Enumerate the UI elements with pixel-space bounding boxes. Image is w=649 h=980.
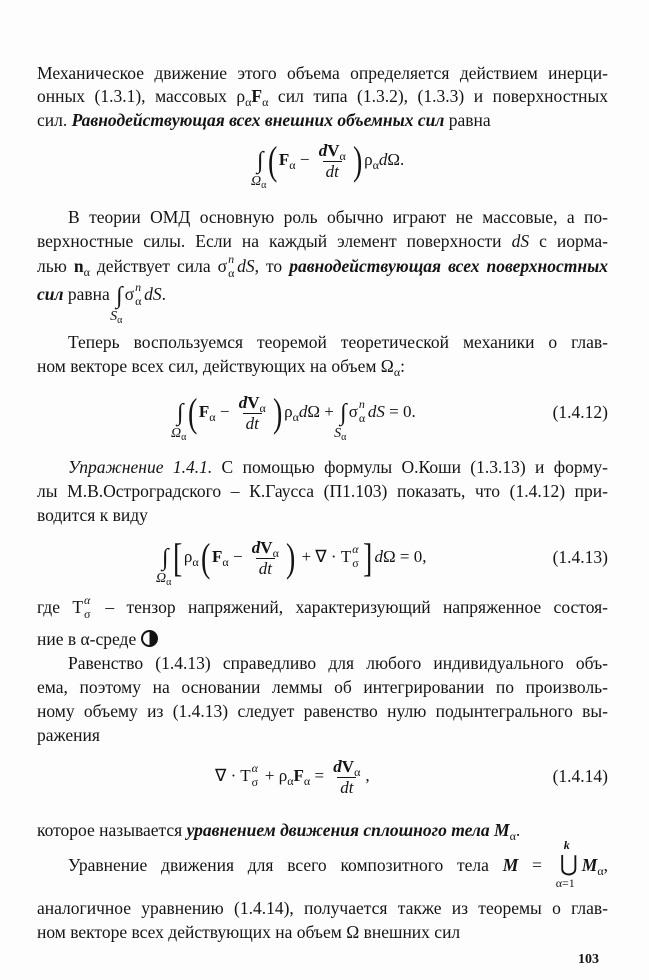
text-line xyxy=(37,920,608,944)
text-run: ние в α-среде xyxy=(37,629,141,649)
fraction xyxy=(330,757,363,798)
subscript: α xyxy=(289,158,296,172)
limit-subscript: α xyxy=(261,180,267,191)
text-run: d xyxy=(378,150,388,169)
emphasized-term: d xyxy=(333,756,342,776)
text-run: n xyxy=(73,256,84,276)
fraction-numerator xyxy=(236,393,269,413)
text-run: верхностные силы. Если на каждый элемент поверхности xyxy=(37,231,512,251)
subscript: σ xyxy=(84,607,91,621)
text-run: = xyxy=(518,855,556,875)
integral-sign: ∫ $S_\alpha$ xyxy=(110,283,123,326)
limit-symbol: S xyxy=(110,309,118,324)
subscript: α xyxy=(393,365,401,379)
integral-lower-limit xyxy=(251,175,266,193)
superscript: n xyxy=(135,280,142,294)
limit-symbol: S xyxy=(334,426,342,441)
text-run: Упражнение 1.4.1. xyxy=(68,457,213,477)
text-run: σ xyxy=(124,284,135,304)
end-of-exercise-icon xyxy=(141,630,158,647)
union-symbol: ⋃ xyxy=(559,851,578,876)
subscript: α xyxy=(358,411,366,425)
emphasized-term: d xyxy=(318,140,328,160)
subscript: α xyxy=(135,294,142,308)
subscript: α xyxy=(222,555,229,569)
fraction-numerator xyxy=(330,757,363,777)
subscript: σ xyxy=(352,556,359,570)
emphasized-term: Равнодействующая всех внешних объемных сил xyxy=(71,110,445,130)
bracket: ( xyxy=(200,535,211,581)
subscript: α xyxy=(209,410,216,424)
text-line xyxy=(37,699,608,723)
fraction-numerator xyxy=(249,538,282,558)
text-line xyxy=(37,675,608,699)
bracket: ( xyxy=(267,138,277,184)
text-run: сил. xyxy=(37,110,72,130)
text-line xyxy=(37,108,608,132)
text-run: : xyxy=(400,356,405,376)
text-run: аналогичное уравнению (1.4.14), получается также из теоремы о глав- xyxy=(37,898,608,918)
limit-symbol: Ω xyxy=(251,174,262,189)
text-run: d xyxy=(374,547,384,566)
text-run: онных (1.3.1), массовых ρ xyxy=(37,86,246,106)
text-run: Равенство (1.4.13) справедливо для любого индивидуального объ- xyxy=(68,653,608,673)
text-run: F xyxy=(251,86,263,106)
text-run: Ω + xyxy=(307,402,339,421)
text-run: лью xyxy=(37,256,74,276)
text-run: dS xyxy=(367,402,385,421)
integral-sign: ∫ $S_\alpha$ xyxy=(334,400,347,443)
subscript: α xyxy=(292,410,299,424)
text-run: С помощью формулы О.Коши (1.3.13) и форму- xyxy=(212,457,608,477)
integral-lower-limit xyxy=(171,427,186,445)
text-run: равна xyxy=(63,284,115,304)
fraction xyxy=(236,393,269,434)
text-run: ρ xyxy=(364,150,373,169)
text-run: . xyxy=(515,820,521,840)
subscript: α xyxy=(262,95,269,109)
text-run: dt xyxy=(258,558,272,578)
text-run: + ρ xyxy=(260,766,288,785)
super-subscript xyxy=(251,761,261,789)
subscript: α xyxy=(509,829,516,843)
text-run: . xyxy=(161,284,167,304)
limit-subscript: α xyxy=(341,432,347,443)
union-operator xyxy=(555,838,578,890)
text-run: dt xyxy=(325,161,339,181)
text-run: равна xyxy=(444,110,491,130)
text-run: В теории ОМД основную роль обычно играют не массовые, а по- xyxy=(68,207,608,227)
superscript: α xyxy=(352,542,359,556)
text-run: ному объему из (1.4.13) следует равенство нулю подынтегрального вы- xyxy=(37,701,608,721)
emphasized-term: M xyxy=(502,855,519,875)
text-line xyxy=(37,455,608,479)
subscript: α xyxy=(272,545,279,560)
text-line xyxy=(37,254,608,278)
fraction xyxy=(249,538,282,579)
super-subscript xyxy=(134,280,144,308)
text-line xyxy=(37,896,608,920)
text-run: V xyxy=(247,392,260,412)
text-run: лы М.В.Остроградского – К.Гаусса (П1.103) показать, что (1.4.12) при- xyxy=(37,481,608,501)
equation-number: (1.4.14) xyxy=(552,766,608,786)
equation xyxy=(171,382,416,443)
text-run: ρ xyxy=(284,402,293,421)
text-line xyxy=(37,503,608,527)
superscript: α xyxy=(84,593,91,607)
text-line xyxy=(37,354,608,378)
bracket: ( xyxy=(187,390,197,436)
text-run: = 0. xyxy=(384,402,416,421)
text-run: − xyxy=(215,402,234,421)
superscript: n xyxy=(228,252,235,266)
text-run: ном векторе всех действующих на объем Ω внешних сил xyxy=(37,922,461,942)
text-run: , xyxy=(603,855,608,875)
subscript: α xyxy=(259,400,266,415)
text-line xyxy=(37,479,608,503)
subscript: α xyxy=(597,864,604,878)
integral-lower-limit xyxy=(156,572,171,590)
subscript: α xyxy=(303,774,311,788)
subscript: α xyxy=(83,265,90,279)
fraction xyxy=(316,141,349,182)
text-line xyxy=(37,818,608,842)
super-subscript xyxy=(351,542,361,570)
text-run: F xyxy=(293,766,304,785)
superscript: α xyxy=(251,761,258,775)
integral-sign: ∫ $\Omega_\alpha$ xyxy=(156,545,172,588)
text-line xyxy=(37,627,608,651)
text-run: − xyxy=(295,150,314,169)
text-run: dt xyxy=(340,777,354,797)
subscript: α xyxy=(372,158,379,172)
equation-number: (1.4.13) xyxy=(552,547,608,567)
text-run: Ω = 0, xyxy=(383,547,427,566)
equation-number: (1.4.12) xyxy=(552,402,608,422)
text-line xyxy=(37,205,608,229)
super-subscript xyxy=(227,252,237,280)
page-number: 103 xyxy=(578,952,599,967)
subscript: α xyxy=(287,774,294,788)
text-run: ном векторе всех сил, действующих на объем Ω xyxy=(37,356,394,376)
text-run: , то xyxy=(254,256,290,276)
text-line xyxy=(37,280,608,326)
text-run: dS xyxy=(237,256,255,276)
limit-subscript: α xyxy=(181,432,187,443)
text-run: Механическое движение этого объема определяется действием инерци- xyxy=(37,63,608,83)
limit-subscript: α xyxy=(166,577,172,588)
subscript: α xyxy=(192,555,199,569)
union-lower-limit: α=1 xyxy=(555,876,575,890)
equation xyxy=(251,130,405,191)
integral-sign: ∫ $\Omega_\alpha$ xyxy=(171,400,187,443)
text-run: V xyxy=(341,756,355,776)
emphasized-term: d xyxy=(238,392,248,412)
limit-symbol: Ω xyxy=(171,426,182,441)
text-run: V xyxy=(260,537,273,557)
text-run: F xyxy=(198,402,210,421)
integral-lower-limit xyxy=(334,427,346,445)
fraction-denominator xyxy=(323,161,342,182)
fraction-denominator xyxy=(337,777,356,798)
text-run: водится к виду xyxy=(37,505,148,525)
limit-subscript: α xyxy=(117,315,123,326)
text-run: σ xyxy=(348,402,358,421)
bracket: [ xyxy=(172,535,182,581)
text-run: действует сила σ xyxy=(89,256,228,276)
subscript: α xyxy=(354,764,361,779)
emphasized-term: M xyxy=(581,855,598,875)
text-line xyxy=(37,651,608,675)
text-run: − xyxy=(228,547,247,566)
limit-symbol: Ω xyxy=(156,571,167,586)
text-run: ∇ · T xyxy=(215,766,251,785)
text-line xyxy=(37,61,608,85)
text-run: Уравнение движения для всего композитного тела xyxy=(68,855,503,875)
text-run: V xyxy=(327,140,340,160)
emphasized-term: d xyxy=(251,537,261,557)
subscript: α xyxy=(339,148,346,163)
text-line xyxy=(37,229,608,253)
subscript: α xyxy=(245,95,252,109)
equation xyxy=(156,527,427,588)
superscript: n xyxy=(358,397,365,411)
text-run: Теперь воспользуемся теоремой теоретической механики о глав- xyxy=(68,332,608,352)
super-subscript xyxy=(83,593,93,621)
text-run: сил типа (1.3.2), (1.3.3) и поверхностных xyxy=(268,86,608,106)
text-run: dS xyxy=(511,231,530,251)
integral-lower-limit xyxy=(110,310,122,328)
equation xyxy=(215,746,370,806)
text-run: dS xyxy=(144,284,162,304)
text-line xyxy=(37,595,608,619)
integral-sign: ∫ $\Omega_\alpha$ xyxy=(251,148,267,191)
super-subscript xyxy=(358,397,368,425)
bracket: ] xyxy=(363,535,373,581)
text-run: где T xyxy=(37,597,84,617)
text-run: , xyxy=(365,766,370,785)
text-line xyxy=(37,84,608,108)
text-run: F xyxy=(278,150,290,169)
text-run: d xyxy=(298,402,308,421)
text-run: F xyxy=(212,547,223,566)
text-line xyxy=(37,838,608,890)
text-run: dt xyxy=(245,413,259,433)
fraction-denominator xyxy=(243,413,262,434)
fraction-denominator xyxy=(256,558,275,579)
text-run: ражения xyxy=(37,725,100,745)
bracket: ) xyxy=(352,138,363,184)
text-run: + ∇ · T xyxy=(297,547,352,566)
emphasized-term: сил xyxy=(37,284,64,304)
fraction-numerator xyxy=(316,141,349,161)
bracket: ) xyxy=(272,390,283,436)
emphasized-term: равнодействующая всех поверхностных xyxy=(289,256,608,276)
text-run: Ω. xyxy=(387,150,405,169)
text-run: = xyxy=(310,766,329,785)
text-line xyxy=(37,723,608,747)
text-run: с иорма- xyxy=(529,231,608,251)
subscript: α xyxy=(228,266,235,280)
text-run: которое называется xyxy=(37,820,187,840)
union-upper-limit: k xyxy=(563,838,570,852)
text-run: ема, поэтому на основании леммы об интегрировании по произволь- xyxy=(37,677,608,697)
text-line xyxy=(37,330,608,354)
text-run: – тензор напряжений, характеризующий напряженное состоя- xyxy=(93,597,608,617)
bracket: ) xyxy=(285,535,296,581)
subscript: σ xyxy=(251,775,259,789)
emphasized-term: уравнением движения сплошного тела M xyxy=(186,820,510,840)
text-run: ρ xyxy=(183,547,193,566)
